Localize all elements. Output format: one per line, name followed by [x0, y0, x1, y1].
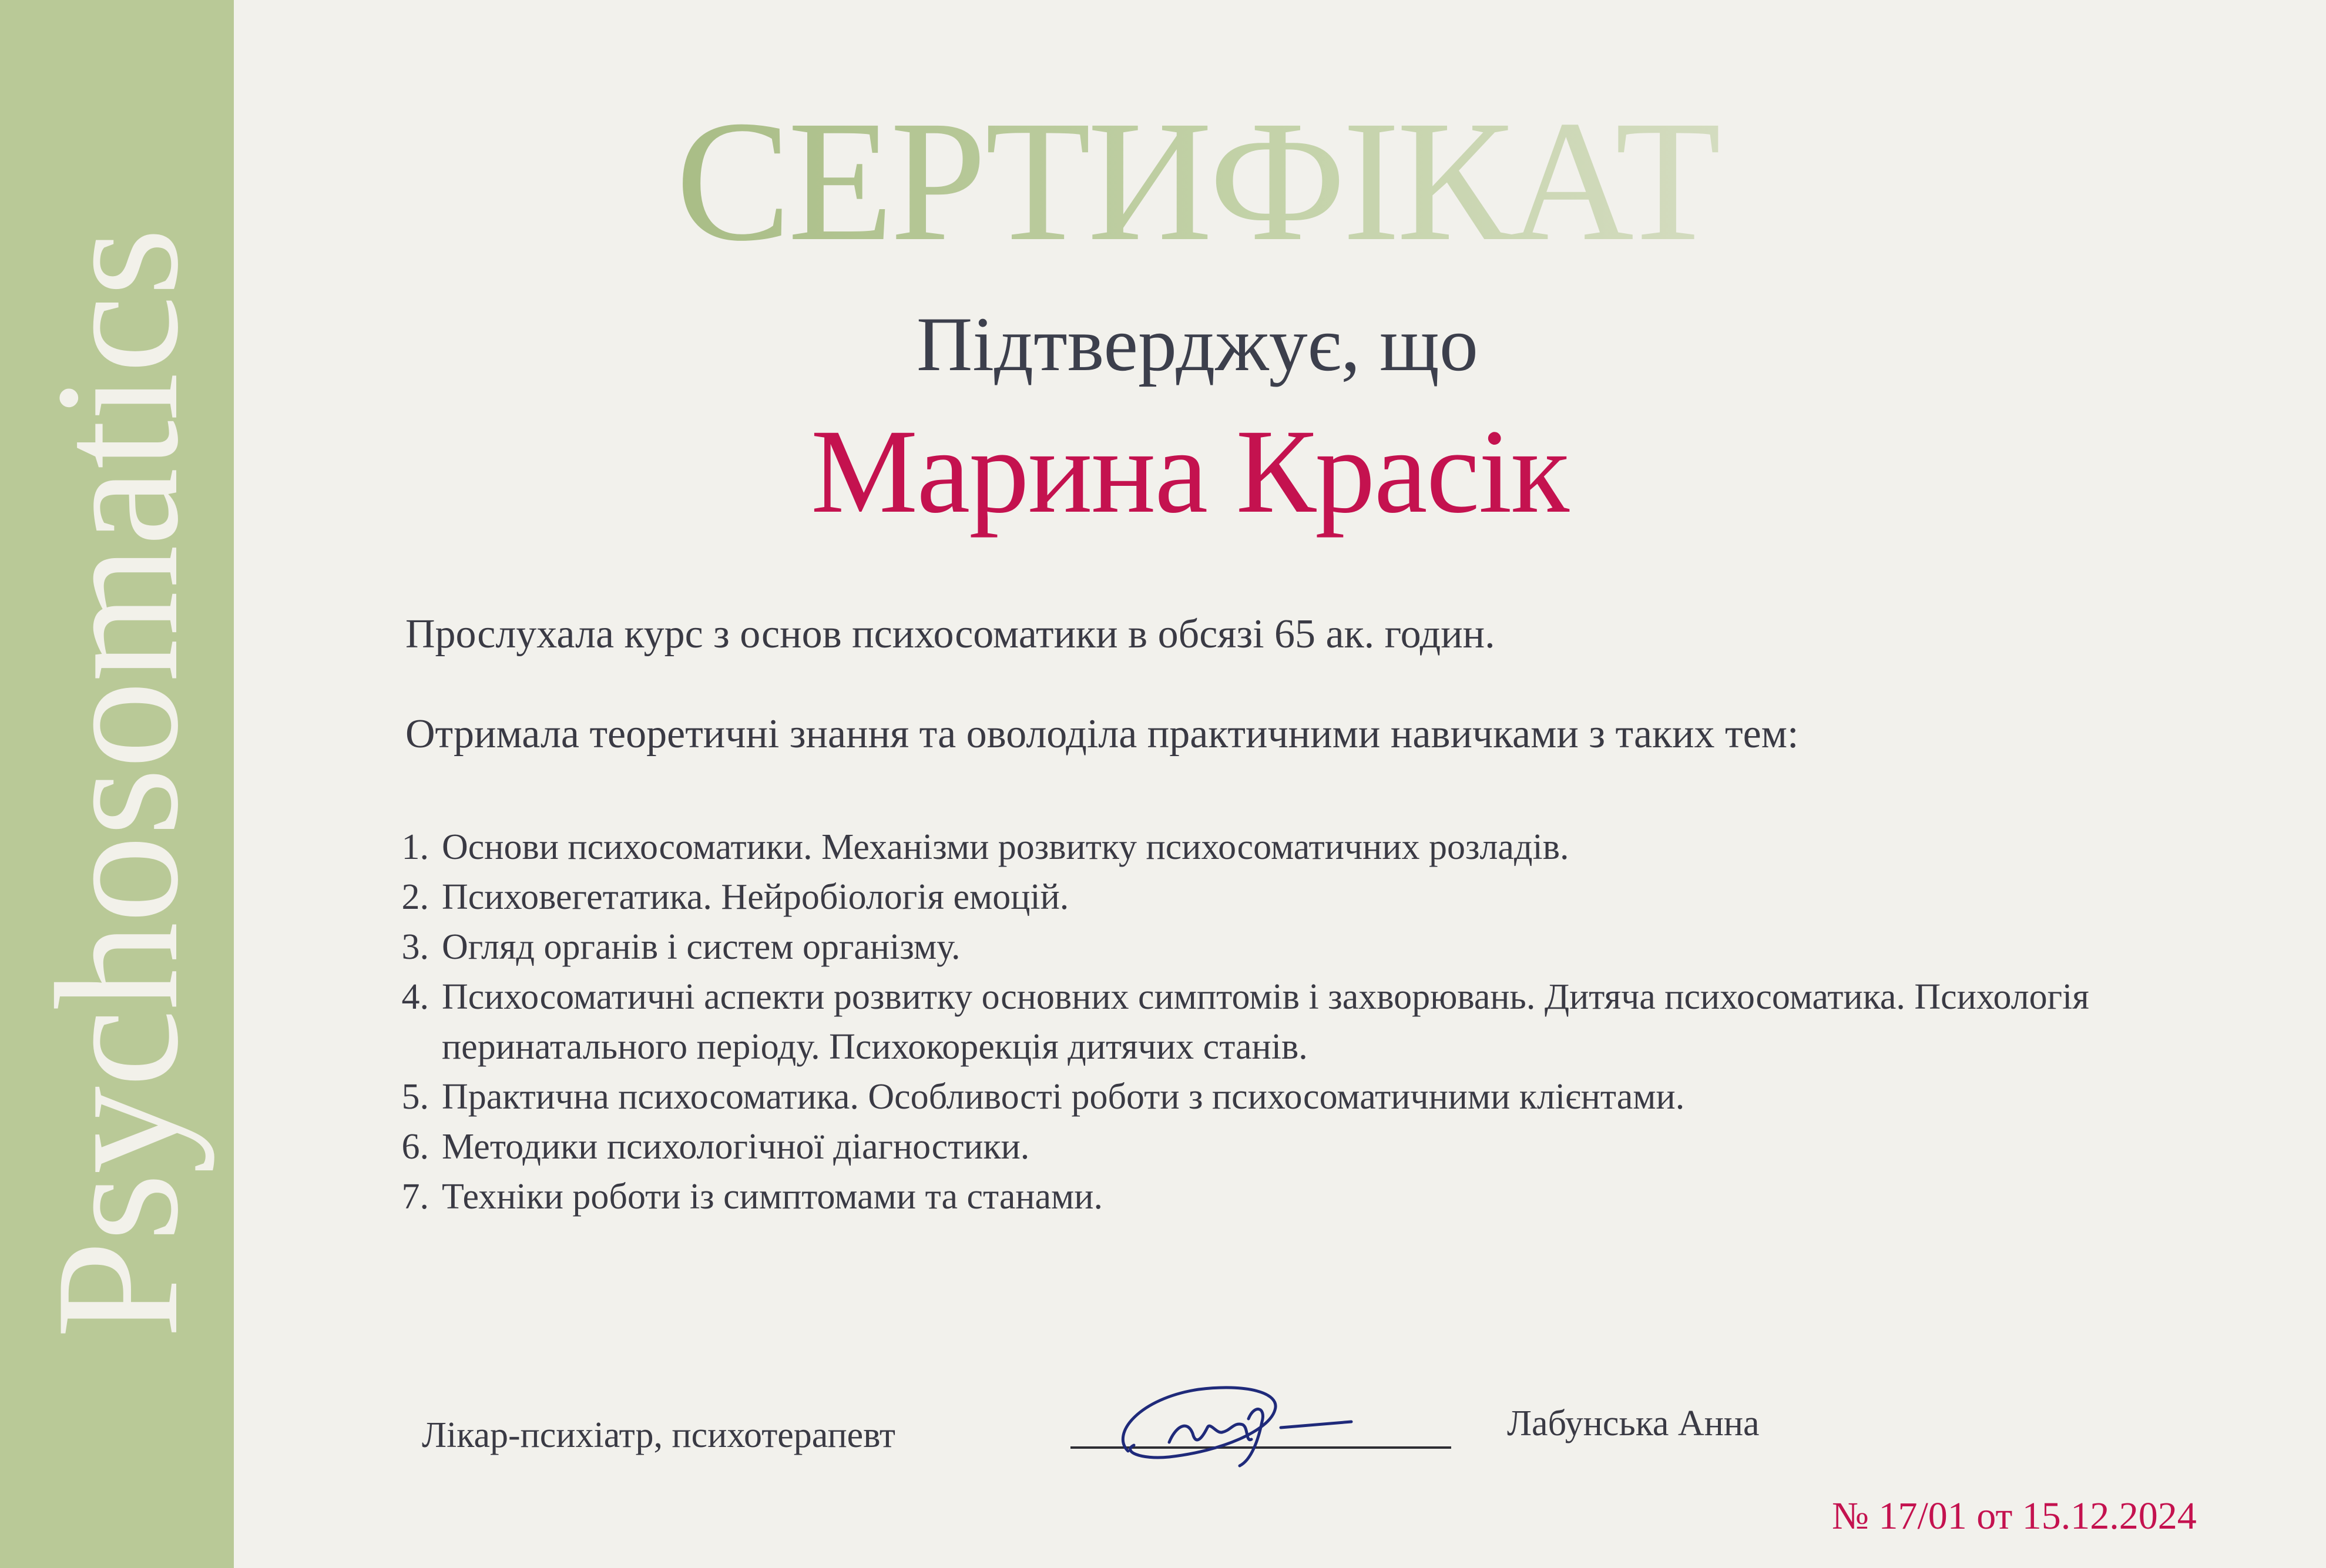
- list-item: [388, 922, 2209, 972]
- topic-text: Практична психосоматика. Особливості роботи з психосоматичними клієнтами.: [442, 1077, 1685, 1117]
- signer-name: Лабунська Анна: [1507, 1404, 1760, 1443]
- topic-number: 7.: [401, 1177, 429, 1217]
- topic-number: 4.: [401, 977, 429, 1017]
- list-item: [388, 822, 2209, 872]
- topic-text: Психосоматичні аспекти розвитку основних симптомів і захворювань. Дитяча психосоматика. Психологія перинатального періоду. Психокорекція дитячих станів.: [442, 977, 2089, 1067]
- topic-text: Психовегетатика. Нейробіологія емоцій.: [442, 877, 1069, 917]
- side-band: [0, 0, 234, 1568]
- list-item: [388, 1072, 2209, 1122]
- topic-number: 6.: [401, 1127, 429, 1167]
- list-item: [388, 1172, 2209, 1222]
- course-description: Прослухала курс з основ психосоматики в обсязі 65 ак. годин.: [405, 612, 1495, 657]
- topic-text: Техніки роботи із симптомами та станами.: [442, 1177, 1103, 1217]
- list-item: [388, 872, 2209, 922]
- topic-number: 5.: [401, 1077, 429, 1117]
- side-brand-text: Psychosomatics: [19, 229, 214, 1339]
- certificate-title: СЕРТИФІКАТ: [676, 94, 1733, 267]
- recipient-name: Марина Красік: [811, 405, 1569, 538]
- topic-number: 3.: [401, 927, 429, 967]
- list-item: [388, 972, 2209, 1072]
- topic-text: Методики психологічної діагностики.: [442, 1127, 1030, 1167]
- topic-text: Основи психосоматики. Механізми розвитку психосоматичних розладів.: [442, 827, 1569, 867]
- signature-image: [1105, 1363, 1434, 1480]
- signer-role: Лікар-психіатр, психотерапевт: [422, 1415, 896, 1455]
- list-item: [388, 1122, 2209, 1172]
- certificate-number: № 17/01 от 15.12.2024: [1832, 1495, 2197, 1537]
- topic-text: Огляд органів і систем організму.: [442, 927, 961, 967]
- topics-intro: Отримала теоретичні знання та оволоділа практичними навичками з таких тем:: [405, 711, 1799, 757]
- confirm-text: Підтверджує, що: [917, 301, 1478, 387]
- topics-list: [388, 822, 2209, 1222]
- topic-number: 2.: [401, 877, 429, 917]
- topic-number: 1.: [401, 827, 429, 867]
